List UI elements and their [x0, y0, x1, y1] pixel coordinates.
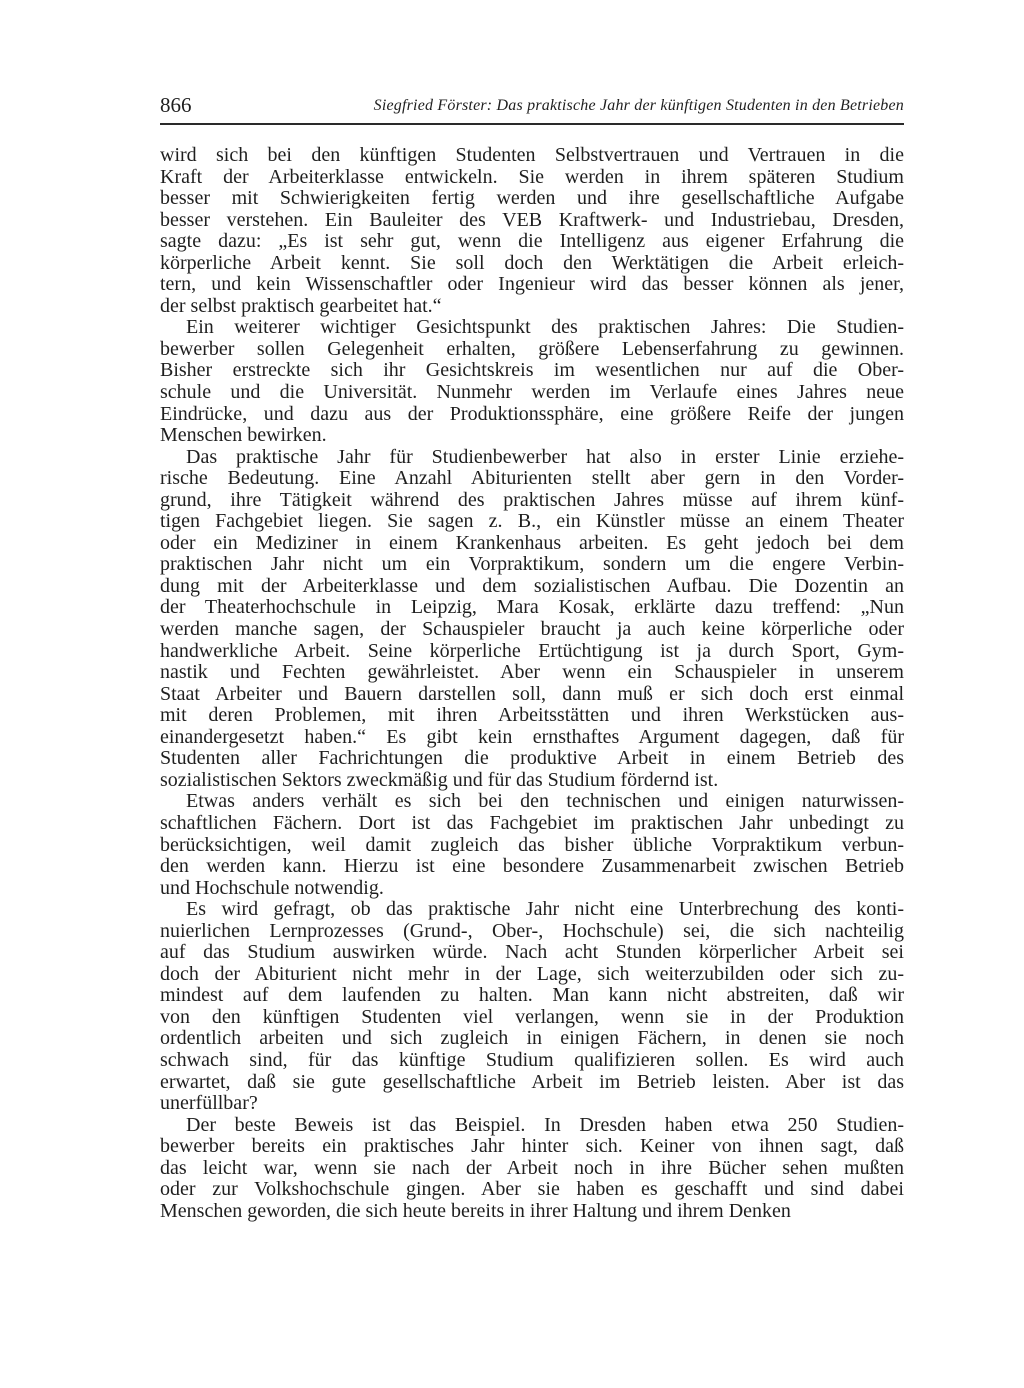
text-line: doch der Abiturient nicht mehr in der Lage, sich weiterzubilden oder sich zu- [160, 962, 904, 985]
paragraph [160, 899, 904, 1114]
text-line: grund, ihre Tätigkeit während des praktischen Jahres müsse auf ihrem künf- [160, 488, 904, 511]
header-rule [160, 123, 904, 125]
text-line: Etwas anders verhält es sich bei den technischen und einigen naturwissen- [186, 790, 904, 813]
running-title: Siegfried Förster: Das praktische Jahr der künftigen Studenten in den Betrieben [373, 97, 904, 114]
text-line: Es wird gefragt, ob das praktische Jahr nicht eine Unterbrechung des konti- [186, 898, 904, 921]
text-line: rische Bedeutung. Eine Anzahl Abiturienten stellt aber gern in den Vorder- [160, 467, 904, 490]
page-header [160, 92, 904, 122]
text-line: Menschen bewirken. [160, 424, 327, 447]
text-line: und Hochschule notwendig. [160, 876, 384, 899]
text-line: Staat Arbeiter und Bauern darstellen soll, dann muß er sich doch erst einmal [160, 682, 904, 705]
text-line: bewerber bereits ein praktisches Jahr hinter sich. Keiner von ihnen sagt, daß [160, 1135, 904, 1158]
text-line: nastik und Fechten gewährleistet. Aber wenn ein Schauspieler in unserem [160, 661, 904, 684]
text-line: sagte dazu: „Es ist sehr gut, wenn die Intelligenz aus eigener Erfahrung die [160, 230, 904, 253]
text-line: schaftlichen Fächern. Dort ist das Fachgebiet im praktischen Jahr unbedingt zu [160, 811, 904, 834]
text-line: einandergesetzt haben.“ Es gibt kein ernsthaftes Argument dagegen, daß für [160, 725, 904, 748]
text-line: schwach sind, für das künftige Studium qualifizieren sollen. Es wird auch [160, 1048, 904, 1071]
text-line: Studenten aller Fachrichtungen die produktive Arbeit in einem Betrieb des [160, 747, 904, 770]
text-line: werden manche sagen, der Schauspieler braucht ja auch keine körperliche oder [160, 618, 904, 641]
text-line: mit deren Problemen, mit ihren Arbeitsstätten und ihren Werkstücken aus- [160, 704, 904, 727]
paragraph [160, 447, 904, 792]
text-line: unerfüllbar? [160, 1092, 258, 1115]
text-line: mindest auf dem laufenden zu halten. Man kann nicht abstreiten, daß wir [160, 984, 904, 1007]
text-line: oder ein Mediziner in einem Krankenhaus arbeiten. Es geht jedoch bei dem [160, 531, 904, 554]
text-line: oder zur Volkshochschule gingen. Aber sie haben es geschafft und sind dabei [160, 1178, 904, 1201]
text-line: auf das Studium auswirken würde. Nach acht Stunden körperlicher Arbeit sei [160, 941, 904, 964]
page-number: 866 [160, 93, 192, 117]
text-line: berücksichtigen, weil damit zugleich das bisher übliche Vorpraktikum verbun- [160, 833, 904, 856]
text-line: tern, und kein Wissenschaftler oder Ingenieur wird das besser können als jener, [160, 273, 904, 296]
text-line: nuierlichen Lernprozesses (Grund-, Ober-, Hochschule) sei, die sich nachteilig [160, 919, 904, 942]
text-line: Der beste Beweis ist das Beispiel. In Dresden haben etwa 250 Studien- [186, 1113, 904, 1136]
paragraph [160, 317, 904, 446]
text-line: den werden kann. Hierzu ist eine besondere Zusammenarbeit zwischen Betrieb [160, 855, 904, 878]
text-line: Das praktische Jahr für Studienbewerber hat also in erster Linie erziehe- [186, 445, 904, 468]
paragraph [160, 1115, 904, 1223]
text-line: erwartet, daß sie gute gesellschaftliche Arbeit im Betrieb leisten. Aber ist das [160, 1070, 904, 1093]
text-line: Menschen geworden, die sich heute bereits in ihrer Haltung und ihrem Denken [160, 1199, 791, 1222]
text-line: bewerber sollen Gelegenheit erhalten, größere Lebenserfahrung zu gewinnen. [160, 337, 904, 360]
text-line: der Theaterhochschule in Leipzig, Mara Kosak, erklärte dazu treffend: „Nun [160, 596, 904, 619]
text-line: ordentlich arbeiten und sich zugleich in einigen Fächern, in denen sie noch [160, 1027, 904, 1050]
text-line: wird sich bei den künftigen Studenten Selbstvertrauen und Vertrauen in die [160, 144, 904, 166]
text-line: sozialistischen Sektors zweckmäßig und für das Studium fördernd ist. [160, 768, 719, 791]
text-line: dung mit der Arbeiterklasse und dem sozialistischen Aufbau. Die Dozentin an [160, 574, 904, 597]
text-line: praktischen Jahr nicht um ein Vorpraktikum, sondern um die engere Verbin- [160, 553, 904, 576]
text-line: Ein weiterer wichtiger Gesichtspunkt des praktischen Jahres: Die Studien- [186, 316, 904, 339]
text-line: Bisher erstreckte sich ihr Gesichtskreis im wesentlichen nur auf die Ober- [160, 359, 904, 382]
text-line: besser mit Schwierigkeiten fertig werden und ihre gesellschaftliche Aufgabe [160, 187, 904, 210]
text-line: körperliche Arbeit kennt. Sie soll doch den Werktätigen die Arbeit erleich- [160, 251, 904, 274]
text-line: schule und die Universität. Nunmehr werden im Verlaufe eines Jahres neue [160, 381, 904, 404]
paragraph [160, 145, 904, 317]
body-text [160, 145, 904, 1222]
paragraph [160, 791, 904, 899]
text-line: Eindrücke, und dazu aus der Produktionssphäre, eine größere Reife der jungen [160, 402, 904, 425]
text-line: tigen Fachgebiet liegen. Sie sagen z. B., ein Künstler müsse an einem Theater [160, 510, 904, 533]
text-line: handwerkliche Arbeit. Seine körperliche Ertüchtigung ist ja durch Sport, Gym- [160, 639, 904, 662]
text-line: das leicht war, wenn sie nach der Arbeit noch in ihre Bücher sehen mußten [160, 1156, 904, 1179]
text-line: besser verstehen. Ein Bauleiter des VEB Kraftwerk- und Industriebau, Dresden, [160, 208, 904, 231]
text-line: der selbst praktisch gearbeitet hat.“ [160, 294, 442, 317]
text-line: Kraft der Arbeiterklasse entwickeln. Sie werden in ihrem späteren Studium [160, 165, 904, 188]
text-line: von den künftigen Studenten viel verlangen, wenn sie in der Produktion [160, 1005, 904, 1028]
